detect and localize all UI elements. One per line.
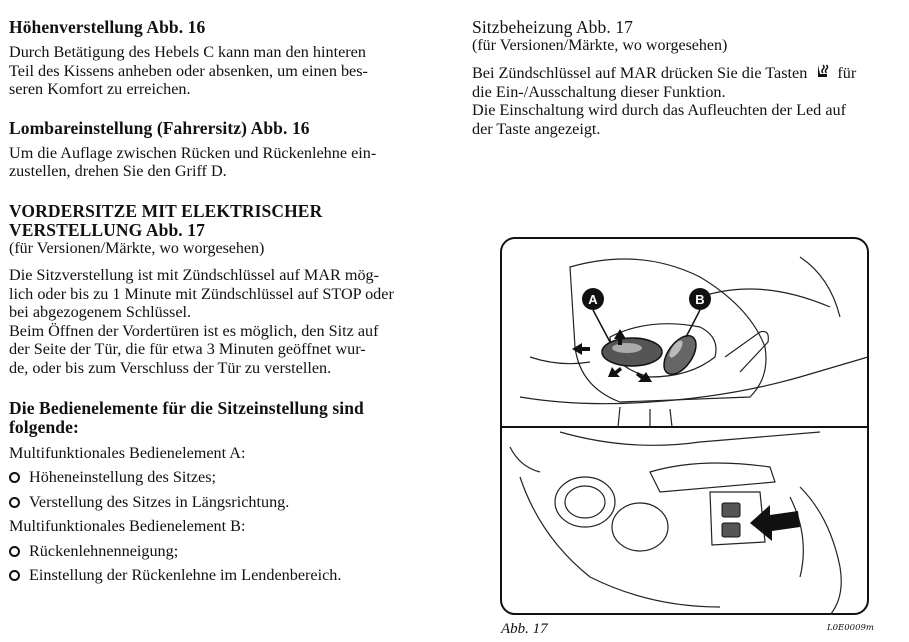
heading-vordersitze [9, 202, 444, 240]
figure-code: L0E0009m [827, 623, 874, 633]
subtitle-versionen-right: (für Versionen/Märkte, wo worgesehen) [472, 37, 728, 54]
list-item-text: Verstellung des Sitzes in Längsrichtung. [29, 492, 290, 511]
heading-line: Die Bedienelemente für die Sitzeinstellung sind [9, 397, 364, 418]
text-fragment: Bei Zündschlüssel auf MAR drücken Sie die Tasten [472, 64, 808, 82]
section-lombareinstellung [9, 119, 444, 181]
section-bedienelemente [9, 399, 444, 588]
list-item [9, 539, 444, 564]
heading-line: folgende: [9, 416, 79, 437]
text-line: der Taste angezeigt. [472, 119, 601, 138]
text-line: Teil des Kissens anheben oder absenken, um einen bes- [9, 61, 368, 80]
seat-heating-icon [813, 63, 831, 81]
text-line [472, 63, 902, 83]
text-line: Die Sitzverstellung ist mit Zündschlüssel auf MAR mög- [9, 265, 380, 284]
text-line: zustellen, drehen Sie den Griff D. [9, 162, 227, 181]
control-a-highlight [612, 343, 642, 353]
bullet-circle-icon [9, 570, 20, 581]
callout-a-label: A [588, 292, 598, 307]
heading-line: VORDERSITZE MIT ELEKTRISCHER [9, 200, 323, 221]
section-vordersitze [9, 202, 444, 378]
heading-sitzbeheizung: Sitzbeheizung Abb. 17 [472, 17, 634, 37]
bullet-circle-icon [9, 472, 20, 483]
text-line: Beim Öffnen der Vordertüren ist es möglich, den Sitz auf [9, 321, 379, 340]
callout-b-label: B [695, 292, 705, 307]
text-line: de, oder bis zum Verschluss der Tür zu verstellen. [9, 358, 332, 377]
figure-caption: Abb. 17 [501, 621, 548, 637]
control-a-heading: Multifunktionales Bedienelement A: [9, 443, 246, 462]
list-item [9, 490, 444, 515]
left-column [9, 0, 444, 588]
paragraph-lombareinstellung [9, 144, 444, 181]
control-list [9, 441, 444, 588]
heading-lombareinstellung: Lombareinstellung (Fahrersitz) Abb. 16 [9, 117, 310, 138]
right-column [472, 0, 902, 138]
text-line: Um die Auflage zwischen Rücken und Rückenlehne ein- [9, 143, 377, 162]
heading-line: VERSTELLUNG Abb. 17 [9, 219, 205, 240]
section-sitzbeheizung [472, 18, 902, 138]
paragraph-sitzbeheizung [472, 63, 902, 138]
bullet-circle-icon [9, 546, 20, 557]
list-item-text: Einstellung der Rückenlehne im Lendenbereich. [29, 566, 342, 585]
subtitle-versionen: (für Versionen/Märkte, wo worgesehen) [9, 239, 265, 257]
list-item-text: Höheneinstellung des Sitzes; [29, 468, 217, 487]
list-item [9, 563, 444, 588]
list-item-text: Rückenlehnenneigung; [29, 541, 179, 560]
seat-heating-button-right [722, 523, 740, 537]
heading-bedienelemente [9, 399, 444, 437]
text-line: Durch Betätigung des Hebels C kann man den hinteren [9, 43, 366, 61]
paragraph-vordersitze [9, 266, 444, 378]
paragraph-hoehenverstellung [9, 43, 444, 99]
section-hoehenverstellung [9, 18, 444, 99]
text-line: die Ein-/Ausschaltung dieser Funktion. [472, 82, 726, 101]
seat-heating-button-left [722, 503, 740, 517]
text-line: lich oder bis zu 1 Minute mit Zündschlüssel auf STOP oder [9, 284, 394, 303]
figure-17 [500, 237, 869, 615]
heading-hoehenverstellung: Höhenverstellung Abb. 16 [9, 17, 206, 37]
control-b-heading: Multifunktionales Bedienelement B: [9, 517, 246, 536]
text-line: bei abgezogenem Schlüssel. [9, 303, 192, 322]
list-item [9, 465, 444, 490]
bullet-circle-icon [9, 497, 20, 508]
text-fragment: für [837, 64, 857, 82]
text-line: seren Komfort zu erreichen. [9, 80, 191, 99]
text-line: Die Einschaltung wird durch das Aufleuchten der Led auf [472, 101, 846, 120]
text-line: der Seite der Tür, die für etwa 3 Minuten geöffnet wur- [9, 340, 366, 359]
